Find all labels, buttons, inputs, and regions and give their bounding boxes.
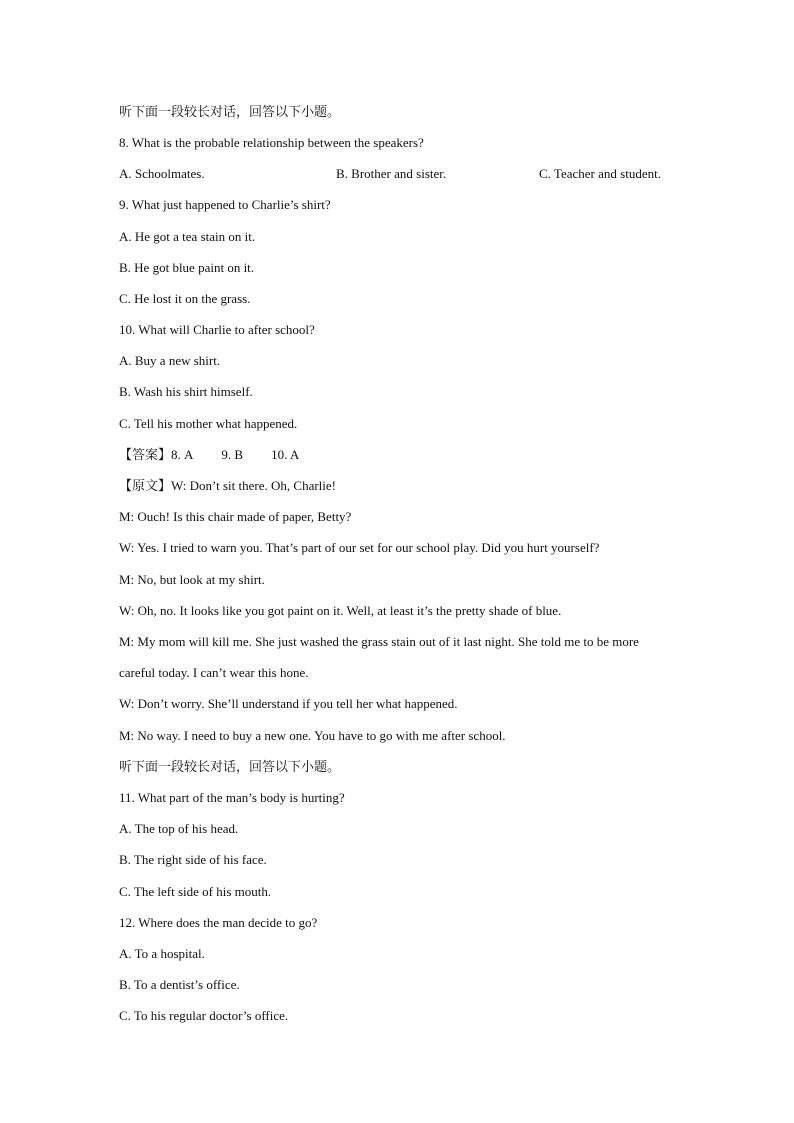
q12-option-b: B. To a dentist’s office.	[119, 977, 240, 992]
q10-option-b: B. Wash his shirt himself.	[119, 384, 253, 399]
q12-question: 12. Where does the man decide to go?	[119, 915, 318, 930]
q8-options	[119, 166, 679, 182]
transcript-line: W: Don’t worry. She’ll understand if you tell her what happened.	[119, 696, 458, 711]
section2-instruction: 听下面一段较长对话，回答以下小题。	[119, 759, 341, 774]
q10-option-c: C. Tell his mother what happened.	[119, 416, 298, 431]
transcript-line: W: Oh, no. It looks like you got paint on it. Well, at least it’s the pretty shade of blue.	[119, 603, 562, 618]
q9-option-c: C. He lost it on the grass.	[119, 291, 251, 306]
q12-option-c: C. To his regular doctor’s office.	[119, 1008, 289, 1023]
answer-9: 9. B	[221, 447, 244, 462]
q9-option-a: A. He got a tea stain on it.	[119, 229, 256, 244]
transcript-line: M: Ouch! Is this chair made of paper, Betty?	[119, 509, 352, 524]
transcript-line: careful today. I can’t wear this hone.	[119, 665, 309, 680]
q11-option-c: C. The left side of his mouth.	[119, 884, 272, 899]
answer-label: 【答案】8. A	[119, 447, 194, 462]
transcript-line: M: No, but look at my shirt.	[119, 572, 265, 587]
transcript-line: W: Yes. I tried to warn you. That’s part of our set for our school play. Did you hurt yourself?	[119, 540, 600, 555]
q9-question: 9. What just happened to Charlie’s shirt?	[119, 197, 331, 212]
answer-10: 10. A	[271, 447, 300, 462]
q8-option-a: A. Schoolmates.	[119, 166, 205, 181]
q10-option-a: A. Buy a new shirt.	[119, 353, 221, 368]
transcript-first-line: 【原文】W: Don’t sit there. Oh, Charlie!	[119, 478, 336, 493]
q11-option-b: B. The right side of his face.	[119, 852, 267, 867]
transcript-line: M: No way. I need to buy a new one. You have to go with me after school.	[119, 728, 506, 743]
q10-question: 10. What will Charlie to after school?	[119, 322, 315, 337]
q9-option-b: B. He got blue paint on it.	[119, 260, 255, 275]
q8-option-c: C. Teacher and student.	[539, 166, 661, 181]
q11-question: 11. What part of the man’s body is hurting?	[119, 790, 345, 805]
answer-row	[119, 447, 299, 463]
q11-option-a: A. The top of his head.	[119, 821, 239, 836]
transcript-line: M: My mom will kill me. She just washed the grass stain out of it last night. She told me to be more	[119, 634, 639, 649]
q8-option-b: B. Brother and sister.	[336, 166, 447, 181]
section1-instruction: 听下面一段较长对话，回答以下小题。	[119, 104, 341, 119]
q12-option-a: A. To a hospital.	[119, 946, 205, 961]
q8-question: 8. What is the probable relationship between the speakers?	[119, 135, 424, 150]
